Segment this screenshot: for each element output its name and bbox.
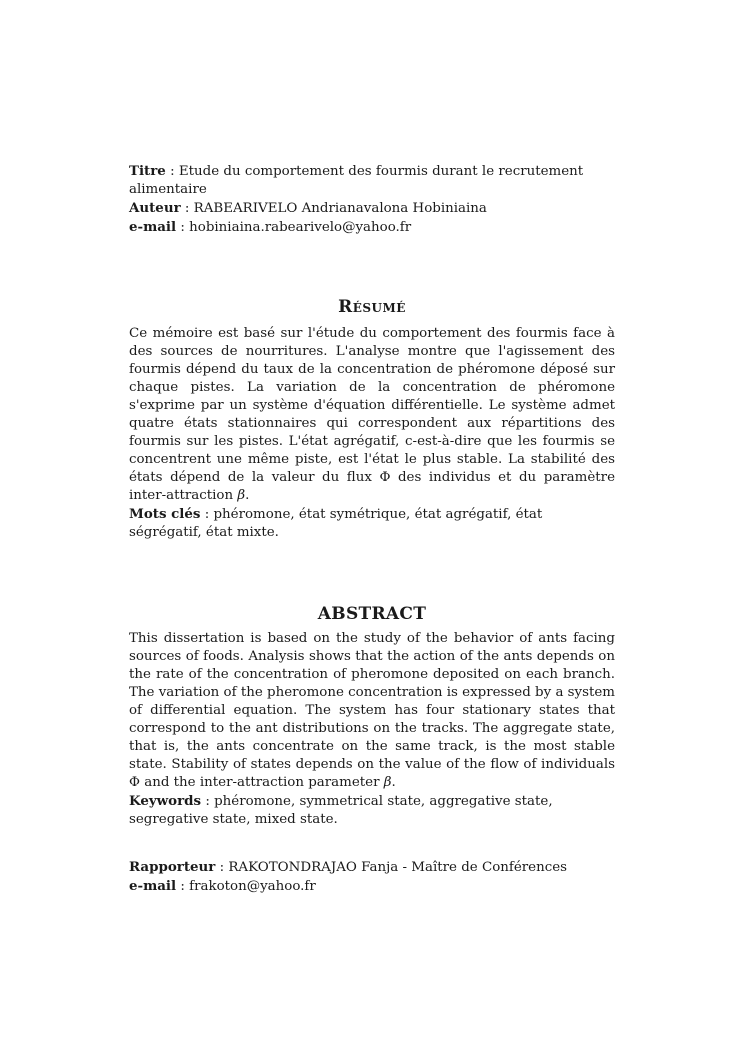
resume-keywords-value: : phéromone, état symétrique, état agrégatif, état ségrégatif, état mixte. — [129, 507, 543, 540]
title-line — [129, 162, 615, 199]
rapporteur-email-label: e-mail — [129, 878, 177, 894]
email-line — [129, 218, 615, 237]
abstract-keywords-label: Keywords — [129, 793, 202, 809]
abstract-text: This dissertation is based on the study of the behavior of ants facing sources of foods. Analysis shows that the action of the ants depends on the rate of the concentration of pheromone deposited on each branch. The variation of the pheromone concentration is expressed by a system of differential equation. The system has four stationary states that correspond to the ant distributions on the tracks. The aggregate state, that is, the ants concentrate on the same track, is the most stable state. Stability of states depends on the value of the flow of individuals Φ and the inter-attraction parameter — [129, 631, 615, 790]
rapporteur-email-value: : frakoton@yahoo.fr — [176, 879, 316, 894]
resume-keywords — [129, 505, 615, 542]
email-value: : hobiniaina.rabearivelo@yahoo.fr — [176, 220, 412, 235]
title-value: : Etude du comportement des fourmis durant le recrutement alimentaire — [129, 164, 584, 197]
rapporteur-info — [129, 858, 615, 896]
resume-heading: Résumé — [338, 297, 406, 317]
resume-keywords-label: Mots clés — [129, 506, 201, 522]
abstract-keywords — [129, 792, 615, 829]
email-label: e-mail — [129, 219, 177, 235]
author-label: Auteur — [129, 200, 181, 216]
abstract-keywords-value: : phéromone, symmetrical state, aggregative state, segregative state, mixed state. — [129, 794, 553, 827]
abstract-end: . — [391, 775, 396, 790]
resume-beta: β — [237, 488, 246, 503]
rapporteur-value: : RAKOTONDRAJAO Fanja - Maître de Conférences — [215, 860, 568, 875]
author-line — [129, 199, 615, 218]
abstract-body — [129, 630, 615, 792]
title-label: Titre — [129, 163, 166, 179]
author-info — [129, 162, 615, 237]
abstract-beta: β — [383, 775, 392, 790]
abstract-heading: ABSTRACT — [317, 604, 427, 624]
rapporteur-email-line — [129, 877, 615, 896]
rapporteur-label: Rapporteur — [129, 859, 216, 875]
rapporteur-line — [129, 858, 615, 877]
resume-end: . — [245, 488, 250, 503]
author-value: : RABEARIVELO Andrianavalona Hobiniaina — [180, 201, 487, 216]
resume-text: Ce mémoire est basé sur l'étude du comportement des fourmis face à des sources de nourritures. L'analyse montre que l'agissement des fourmis dépend du taux de la concentration de phéromone déposé sur chaque pistes. La variation de la concentration de phéromone s'exprime par un système d'équation différentielle. Le système admet quatre états stationnaires qui correspondent aux répartitions des fourmis sur les pistes. L'état agrégatif, c-est-à-dire que les fourmis se concentrent une même piste, est l'état le plus stable. La stabilité des états dépend de la valeur du flux Φ des individus et du paramètre inter-attraction — [129, 326, 615, 503]
resume-body — [129, 325, 615, 505]
